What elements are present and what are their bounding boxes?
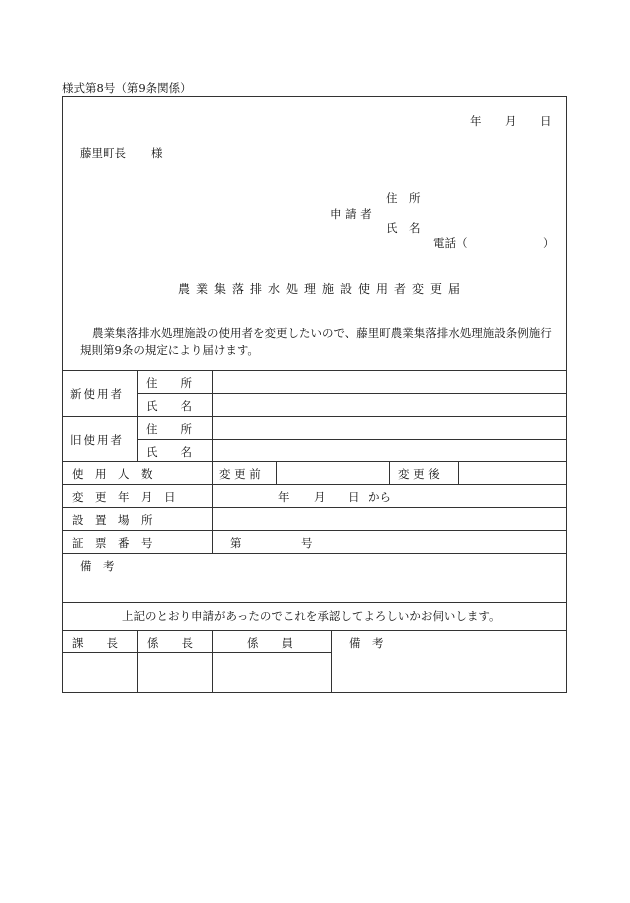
applicant-address-label: 住 所	[386, 191, 421, 205]
date-day: 日	[540, 114, 552, 128]
addressee-honorific: 様	[151, 146, 163, 160]
form-title: 農業集落排水処理施設使用者変更届	[178, 282, 467, 296]
after-label: 変 更 後	[398, 467, 440, 481]
applicant-label: 申 請 者	[330, 207, 372, 221]
applicant-phone-label: 電話（	[433, 236, 468, 250]
date-year: 年	[470, 114, 482, 128]
body-line-1: 農業集落排水処理施設の使用者を変更したいので、藤里町農業集落排水処理施設条例施行	[92, 326, 552, 340]
user-count-label: 使 用 人 数	[72, 467, 153, 481]
section-chief-label: 課 長	[72, 636, 118, 650]
old-user-address-label: 住 所	[146, 422, 192, 436]
form-number: 様式第8号（第9条関係）	[62, 81, 192, 95]
body-line-2: 規則第9条の規定により届けます。	[80, 343, 259, 357]
date-month: 月	[505, 114, 517, 128]
new-user-address-label: 住 所	[146, 376, 192, 390]
old-user-label: 旧使用者	[70, 433, 124, 447]
staff-label: 係 員	[247, 636, 293, 650]
cert-number-label: 証 票 番 号	[72, 536, 153, 550]
cert-dai: 第	[230, 536, 242, 550]
approval-text: 上記のとおり申請があったのでこれを承認してよろしいかお伺いします。	[122, 609, 501, 623]
subsection-chief-label: 係 長	[147, 636, 193, 650]
change-date-label: 変 更 年 月 日	[72, 490, 176, 504]
approval-remarks-label: 備 考	[349, 636, 384, 650]
change-date-month: 月	[314, 490, 326, 504]
remarks-label: 備 考	[80, 559, 115, 573]
old-user-name-label: 氏 名	[146, 445, 192, 459]
before-label: 変 更 前	[219, 467, 261, 481]
new-user-name-label: 氏 名	[146, 399, 192, 413]
install-place-label: 設 置 場 所	[72, 513, 153, 527]
cert-go: 号	[301, 536, 313, 550]
change-date-year: 年	[278, 490, 290, 504]
applicant-phone-close: ）	[543, 236, 555, 250]
addressee-name: 藤里町長	[80, 146, 126, 160]
new-user-label: 新使用者	[70, 387, 124, 401]
applicant-name-label: 氏 名	[386, 221, 421, 235]
change-date-day: 日	[348, 490, 360, 504]
change-date-from: から	[368, 490, 391, 504]
